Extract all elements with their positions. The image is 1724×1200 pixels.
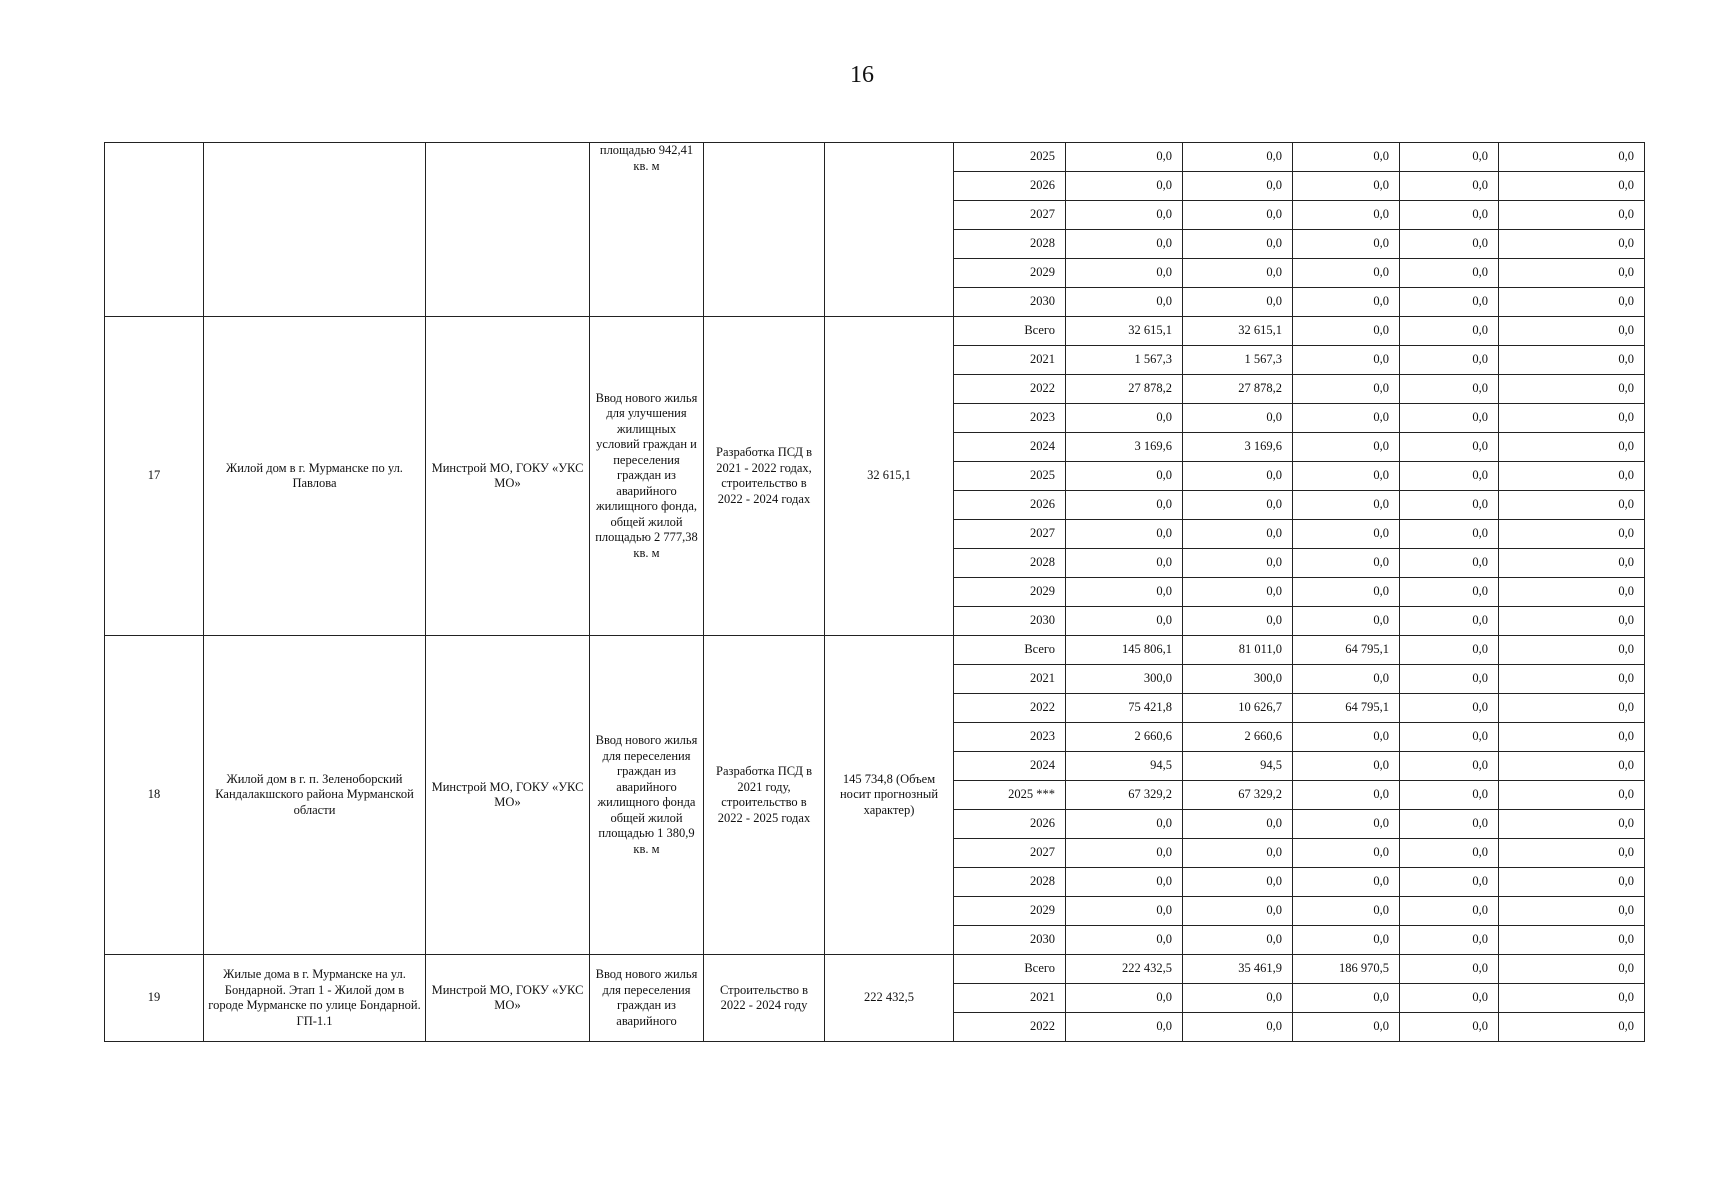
- regional-budget-cell: 0,0: [1183, 607, 1293, 636]
- total-cell: 67 329,2: [1066, 781, 1183, 810]
- regional-budget-cell: 0,0: [1183, 578, 1293, 607]
- local-budget-cell: 0,0: [1400, 955, 1499, 984]
- executor-cell: Минстрой МО, ГОКУ «УКС МО»: [426, 317, 590, 636]
- federal-budget-cell: 186 970,5: [1293, 955, 1400, 984]
- federal-budget-cell: 0,0: [1293, 288, 1400, 317]
- federal-budget-cell: 0,0: [1293, 781, 1400, 810]
- year-cell: 2023: [954, 404, 1066, 433]
- other-sources-cell: 0,0: [1499, 897, 1645, 926]
- purpose-cell: площадью 942,41 кв. м: [590, 143, 704, 317]
- total-cell: 0,0: [1066, 984, 1183, 1013]
- other-sources-cell: 0,0: [1499, 781, 1645, 810]
- year-cell: 2026: [954, 172, 1066, 201]
- other-sources-cell: 0,0: [1499, 665, 1645, 694]
- total-cell: 0,0: [1066, 578, 1183, 607]
- year-cell: 2022: [954, 375, 1066, 404]
- year-cell: 2024: [954, 752, 1066, 781]
- other-sources-cell: 0,0: [1499, 230, 1645, 259]
- other-sources-cell: 0,0: [1499, 201, 1645, 230]
- regional-budget-cell: 0,0: [1183, 201, 1293, 230]
- year-cell: 2028: [954, 868, 1066, 897]
- federal-budget-cell: 0,0: [1293, 259, 1400, 288]
- table-row: [105, 636, 1645, 665]
- other-sources-cell: 0,0: [1499, 810, 1645, 839]
- federal-budget-cell: 0,0: [1293, 172, 1400, 201]
- cost-cell: 145 734,8 (Объем носит прогнозный характер): [825, 636, 954, 955]
- regional-budget-cell: 94,5: [1183, 752, 1293, 781]
- federal-budget-cell: 0,0: [1293, 549, 1400, 578]
- other-sources-cell: 0,0: [1499, 375, 1645, 404]
- local-budget-cell: 0,0: [1400, 375, 1499, 404]
- local-budget-cell: 0,0: [1400, 839, 1499, 868]
- total-cell: 0,0: [1066, 1013, 1183, 1042]
- federal-budget-cell: 0,0: [1293, 462, 1400, 491]
- other-sources-cell: 0,0: [1499, 926, 1645, 955]
- executor-cell: Минстрой МО, ГОКУ «УКС МО»: [426, 636, 590, 955]
- other-sources-cell: 0,0: [1499, 346, 1645, 375]
- federal-budget-cell: 64 795,1: [1293, 636, 1400, 665]
- year-cell: 2024: [954, 433, 1066, 462]
- total-cell: 0,0: [1066, 520, 1183, 549]
- row-number-cell: 19: [105, 955, 204, 1042]
- year-cell: 2026: [954, 491, 1066, 520]
- regional-budget-cell: 0,0: [1183, 926, 1293, 955]
- stage-cell: Разработка ПСД в 2021 году, строительство в 2022 - 2025 годах: [704, 636, 825, 955]
- regional-budget-cell: 0,0: [1183, 491, 1293, 520]
- regional-budget-cell: 3 169,6: [1183, 433, 1293, 462]
- regional-budget-cell: 0,0: [1183, 462, 1293, 491]
- local-budget-cell: 0,0: [1400, 636, 1499, 665]
- federal-budget-cell: 0,0: [1293, 868, 1400, 897]
- local-budget-cell: 0,0: [1400, 549, 1499, 578]
- local-budget-cell: 0,0: [1400, 172, 1499, 201]
- federal-budget-cell: 0,0: [1293, 1013, 1400, 1042]
- total-cell: 0,0: [1066, 143, 1183, 172]
- other-sources-cell: 0,0: [1499, 839, 1645, 868]
- year-cell: 2029: [954, 259, 1066, 288]
- row-number-cell: 18: [105, 636, 204, 955]
- other-sources-cell: 0,0: [1499, 404, 1645, 433]
- other-sources-cell: 0,0: [1499, 752, 1645, 781]
- other-sources-cell: 0,0: [1499, 694, 1645, 723]
- federal-budget-cell: 0,0: [1293, 317, 1400, 346]
- regional-budget-cell: 0,0: [1183, 984, 1293, 1013]
- federal-budget-cell: 64 795,1: [1293, 694, 1400, 723]
- total-cell: 0,0: [1066, 172, 1183, 201]
- local-budget-cell: 0,0: [1400, 694, 1499, 723]
- year-cell: Всего: [954, 636, 1066, 665]
- total-cell: 0,0: [1066, 839, 1183, 868]
- other-sources-cell: 0,0: [1499, 984, 1645, 1013]
- year-cell: Всего: [954, 317, 1066, 346]
- regional-budget-cell: 0,0: [1183, 520, 1293, 549]
- year-cell: Всего: [954, 955, 1066, 984]
- object-name-cell: Жилой дом в г. Мурманске по ул. Павлова: [204, 317, 426, 636]
- year-cell: 2027: [954, 520, 1066, 549]
- year-cell: 2026: [954, 810, 1066, 839]
- regional-budget-cell: 0,0: [1183, 549, 1293, 578]
- local-budget-cell: 0,0: [1400, 665, 1499, 694]
- year-cell: 2022: [954, 1013, 1066, 1042]
- other-sources-cell: 0,0: [1499, 520, 1645, 549]
- local-budget-cell: 0,0: [1400, 752, 1499, 781]
- federal-budget-cell: 0,0: [1293, 404, 1400, 433]
- total-cell: 0,0: [1066, 201, 1183, 230]
- federal-budget-cell: 0,0: [1293, 810, 1400, 839]
- total-cell: 0,0: [1066, 897, 1183, 926]
- table-row: [105, 143, 1645, 172]
- regional-budget-cell: 81 011,0: [1183, 636, 1293, 665]
- total-cell: 75 421,8: [1066, 694, 1183, 723]
- total-cell: 222 432,5: [1066, 955, 1183, 984]
- other-sources-cell: 0,0: [1499, 607, 1645, 636]
- federal-budget-cell: 0,0: [1293, 665, 1400, 694]
- other-sources-cell: 0,0: [1499, 317, 1645, 346]
- federal-budget-cell: 0,0: [1293, 375, 1400, 404]
- regional-budget-cell: 67 329,2: [1183, 781, 1293, 810]
- year-cell: 2030: [954, 607, 1066, 636]
- total-cell: 0,0: [1066, 549, 1183, 578]
- table-row: [105, 955, 1645, 984]
- local-budget-cell: 0,0: [1400, 288, 1499, 317]
- other-sources-cell: 0,0: [1499, 636, 1645, 665]
- other-sources-cell: 0,0: [1499, 462, 1645, 491]
- executor-cell: [426, 143, 590, 317]
- row-number-cell: [105, 143, 204, 317]
- regional-budget-cell: 0,0: [1183, 259, 1293, 288]
- federal-budget-cell: 0,0: [1293, 926, 1400, 955]
- program-table: [104, 142, 1645, 1042]
- regional-budget-cell: 10 626,7: [1183, 694, 1293, 723]
- other-sources-cell: 0,0: [1499, 955, 1645, 984]
- federal-budget-cell: 0,0: [1293, 201, 1400, 230]
- other-sources-cell: 0,0: [1499, 491, 1645, 520]
- federal-budget-cell: 0,0: [1293, 607, 1400, 636]
- regional-budget-cell: 0,0: [1183, 810, 1293, 839]
- federal-budget-cell: 0,0: [1293, 520, 1400, 549]
- local-budget-cell: 0,0: [1400, 404, 1499, 433]
- total-cell: 0,0: [1066, 868, 1183, 897]
- total-cell: 0,0: [1066, 259, 1183, 288]
- other-sources-cell: 0,0: [1499, 259, 1645, 288]
- page-number: 16: [850, 62, 874, 88]
- regional-budget-cell: 32 615,1: [1183, 317, 1293, 346]
- federal-budget-cell: 0,0: [1293, 984, 1400, 1013]
- federal-budget-cell: 0,0: [1293, 143, 1400, 172]
- local-budget-cell: 0,0: [1400, 723, 1499, 752]
- federal-budget-cell: 0,0: [1293, 897, 1400, 926]
- regional-budget-cell: 0,0: [1183, 897, 1293, 926]
- local-budget-cell: 0,0: [1400, 520, 1499, 549]
- other-sources-cell: 0,0: [1499, 288, 1645, 317]
- local-budget-cell: 0,0: [1400, 143, 1499, 172]
- federal-budget-cell: 0,0: [1293, 723, 1400, 752]
- year-cell: 2028: [954, 230, 1066, 259]
- year-cell: 2027: [954, 201, 1066, 230]
- year-cell: 2025: [954, 462, 1066, 491]
- regional-budget-cell: 0,0: [1183, 143, 1293, 172]
- federal-budget-cell: 0,0: [1293, 346, 1400, 375]
- local-budget-cell: 0,0: [1400, 984, 1499, 1013]
- year-cell: 2025: [954, 143, 1066, 172]
- object-name-cell: [204, 143, 426, 317]
- regional-budget-cell: 35 461,9: [1183, 955, 1293, 984]
- local-budget-cell: 0,0: [1400, 259, 1499, 288]
- federal-budget-cell: 0,0: [1293, 433, 1400, 462]
- regional-budget-cell: 0,0: [1183, 230, 1293, 259]
- table-row: [105, 317, 1645, 346]
- total-cell: 0,0: [1066, 288, 1183, 317]
- regional-budget-cell: 300,0: [1183, 665, 1293, 694]
- total-cell: 27 878,2: [1066, 375, 1183, 404]
- cost-cell: [825, 143, 954, 317]
- local-budget-cell: 0,0: [1400, 491, 1499, 520]
- regional-budget-cell: 0,0: [1183, 172, 1293, 201]
- year-cell: 2030: [954, 288, 1066, 317]
- year-cell: 2029: [954, 578, 1066, 607]
- year-cell: 2021: [954, 984, 1066, 1013]
- federal-budget-cell: 0,0: [1293, 230, 1400, 259]
- total-cell: 0,0: [1066, 404, 1183, 433]
- year-cell: 2028: [954, 549, 1066, 578]
- object-name-cell: Жилые дома в г. Мурманске на ул. Бондарной. Этап 1 - Жилой дом в городе Мурманске по улице Бондарной. ГП-1.1: [204, 955, 426, 1042]
- total-cell: 0,0: [1066, 607, 1183, 636]
- total-cell: 1 567,3: [1066, 346, 1183, 375]
- purpose-cell: Ввод нового жилья для переселения граждан из аварийного жилищного фонда общей жилой площадью 1 380,9 кв. м: [590, 636, 704, 955]
- regional-budget-cell: 1 567,3: [1183, 346, 1293, 375]
- row-number-cell: 17: [105, 317, 204, 636]
- local-budget-cell: 0,0: [1400, 462, 1499, 491]
- year-cell: 2027: [954, 839, 1066, 868]
- regional-budget-cell: 0,0: [1183, 404, 1293, 433]
- federal-budget-cell: 0,0: [1293, 839, 1400, 868]
- total-cell: 0,0: [1066, 491, 1183, 520]
- local-budget-cell: 0,0: [1400, 201, 1499, 230]
- other-sources-cell: 0,0: [1499, 578, 1645, 607]
- total-cell: 94,5: [1066, 752, 1183, 781]
- total-cell: 2 660,6: [1066, 723, 1183, 752]
- stage-cell: [704, 143, 825, 317]
- year-cell: 2023: [954, 723, 1066, 752]
- total-cell: 32 615,1: [1066, 317, 1183, 346]
- regional-budget-cell: 0,0: [1183, 868, 1293, 897]
- year-cell: 2025 ***: [954, 781, 1066, 810]
- local-budget-cell: 0,0: [1400, 810, 1499, 839]
- total-cell: 0,0: [1066, 462, 1183, 491]
- local-budget-cell: 0,0: [1400, 897, 1499, 926]
- local-budget-cell: 0,0: [1400, 230, 1499, 259]
- regional-budget-cell: 0,0: [1183, 839, 1293, 868]
- other-sources-cell: 0,0: [1499, 549, 1645, 578]
- object-name-cell: Жилой дом в г. п. Зеленоборский Кандалакшского района Мурманской области: [204, 636, 426, 955]
- regional-budget-cell: 27 878,2: [1183, 375, 1293, 404]
- other-sources-cell: 0,0: [1499, 433, 1645, 462]
- year-cell: 2022: [954, 694, 1066, 723]
- other-sources-cell: 0,0: [1499, 143, 1645, 172]
- federal-budget-cell: 0,0: [1293, 491, 1400, 520]
- other-sources-cell: 0,0: [1499, 172, 1645, 201]
- federal-budget-cell: 0,0: [1293, 752, 1400, 781]
- total-cell: 0,0: [1066, 926, 1183, 955]
- local-budget-cell: 0,0: [1400, 578, 1499, 607]
- cost-cell: 222 432,5: [825, 955, 954, 1042]
- stage-cell: Строительство в 2022 - 2024 году: [704, 955, 825, 1042]
- year-cell: 2021: [954, 665, 1066, 694]
- total-cell: 0,0: [1066, 230, 1183, 259]
- total-cell: 0,0: [1066, 810, 1183, 839]
- local-budget-cell: 0,0: [1400, 317, 1499, 346]
- regional-budget-cell: 0,0: [1183, 288, 1293, 317]
- other-sources-cell: 0,0: [1499, 1013, 1645, 1042]
- cost-cell: 32 615,1: [825, 317, 954, 636]
- local-budget-cell: 0,0: [1400, 781, 1499, 810]
- total-cell: 300,0: [1066, 665, 1183, 694]
- local-budget-cell: 0,0: [1400, 926, 1499, 955]
- purpose-cell: Ввод нового жилья для улучшения жилищных условий граждан и переселения граждан из аварийного жилищного фонда, общей жилой площадью 2 777,38 кв. м: [590, 317, 704, 636]
- local-budget-cell: 0,0: [1400, 433, 1499, 462]
- other-sources-cell: 0,0: [1499, 868, 1645, 897]
- year-cell: 2030: [954, 926, 1066, 955]
- local-budget-cell: 0,0: [1400, 607, 1499, 636]
- regional-budget-cell: 0,0: [1183, 1013, 1293, 1042]
- federal-budget-cell: 0,0: [1293, 578, 1400, 607]
- year-cell: 2029: [954, 897, 1066, 926]
- purpose-cell: Ввод нового жилья для переселения граждан из аварийного: [590, 955, 704, 1042]
- local-budget-cell: 0,0: [1400, 868, 1499, 897]
- executor-cell: Минстрой МО, ГОКУ «УКС МО»: [426, 955, 590, 1042]
- other-sources-cell: 0,0: [1499, 723, 1645, 752]
- regional-budget-cell: 2 660,6: [1183, 723, 1293, 752]
- total-cell: 145 806,1: [1066, 636, 1183, 665]
- total-cell: 3 169,6: [1066, 433, 1183, 462]
- local-budget-cell: 0,0: [1400, 1013, 1499, 1042]
- year-cell: 2021: [954, 346, 1066, 375]
- local-budget-cell: 0,0: [1400, 346, 1499, 375]
- stage-cell: Разработка ПСД в 2021 - 2022 годах, строительство в 2022 - 2024 годах: [704, 317, 825, 636]
